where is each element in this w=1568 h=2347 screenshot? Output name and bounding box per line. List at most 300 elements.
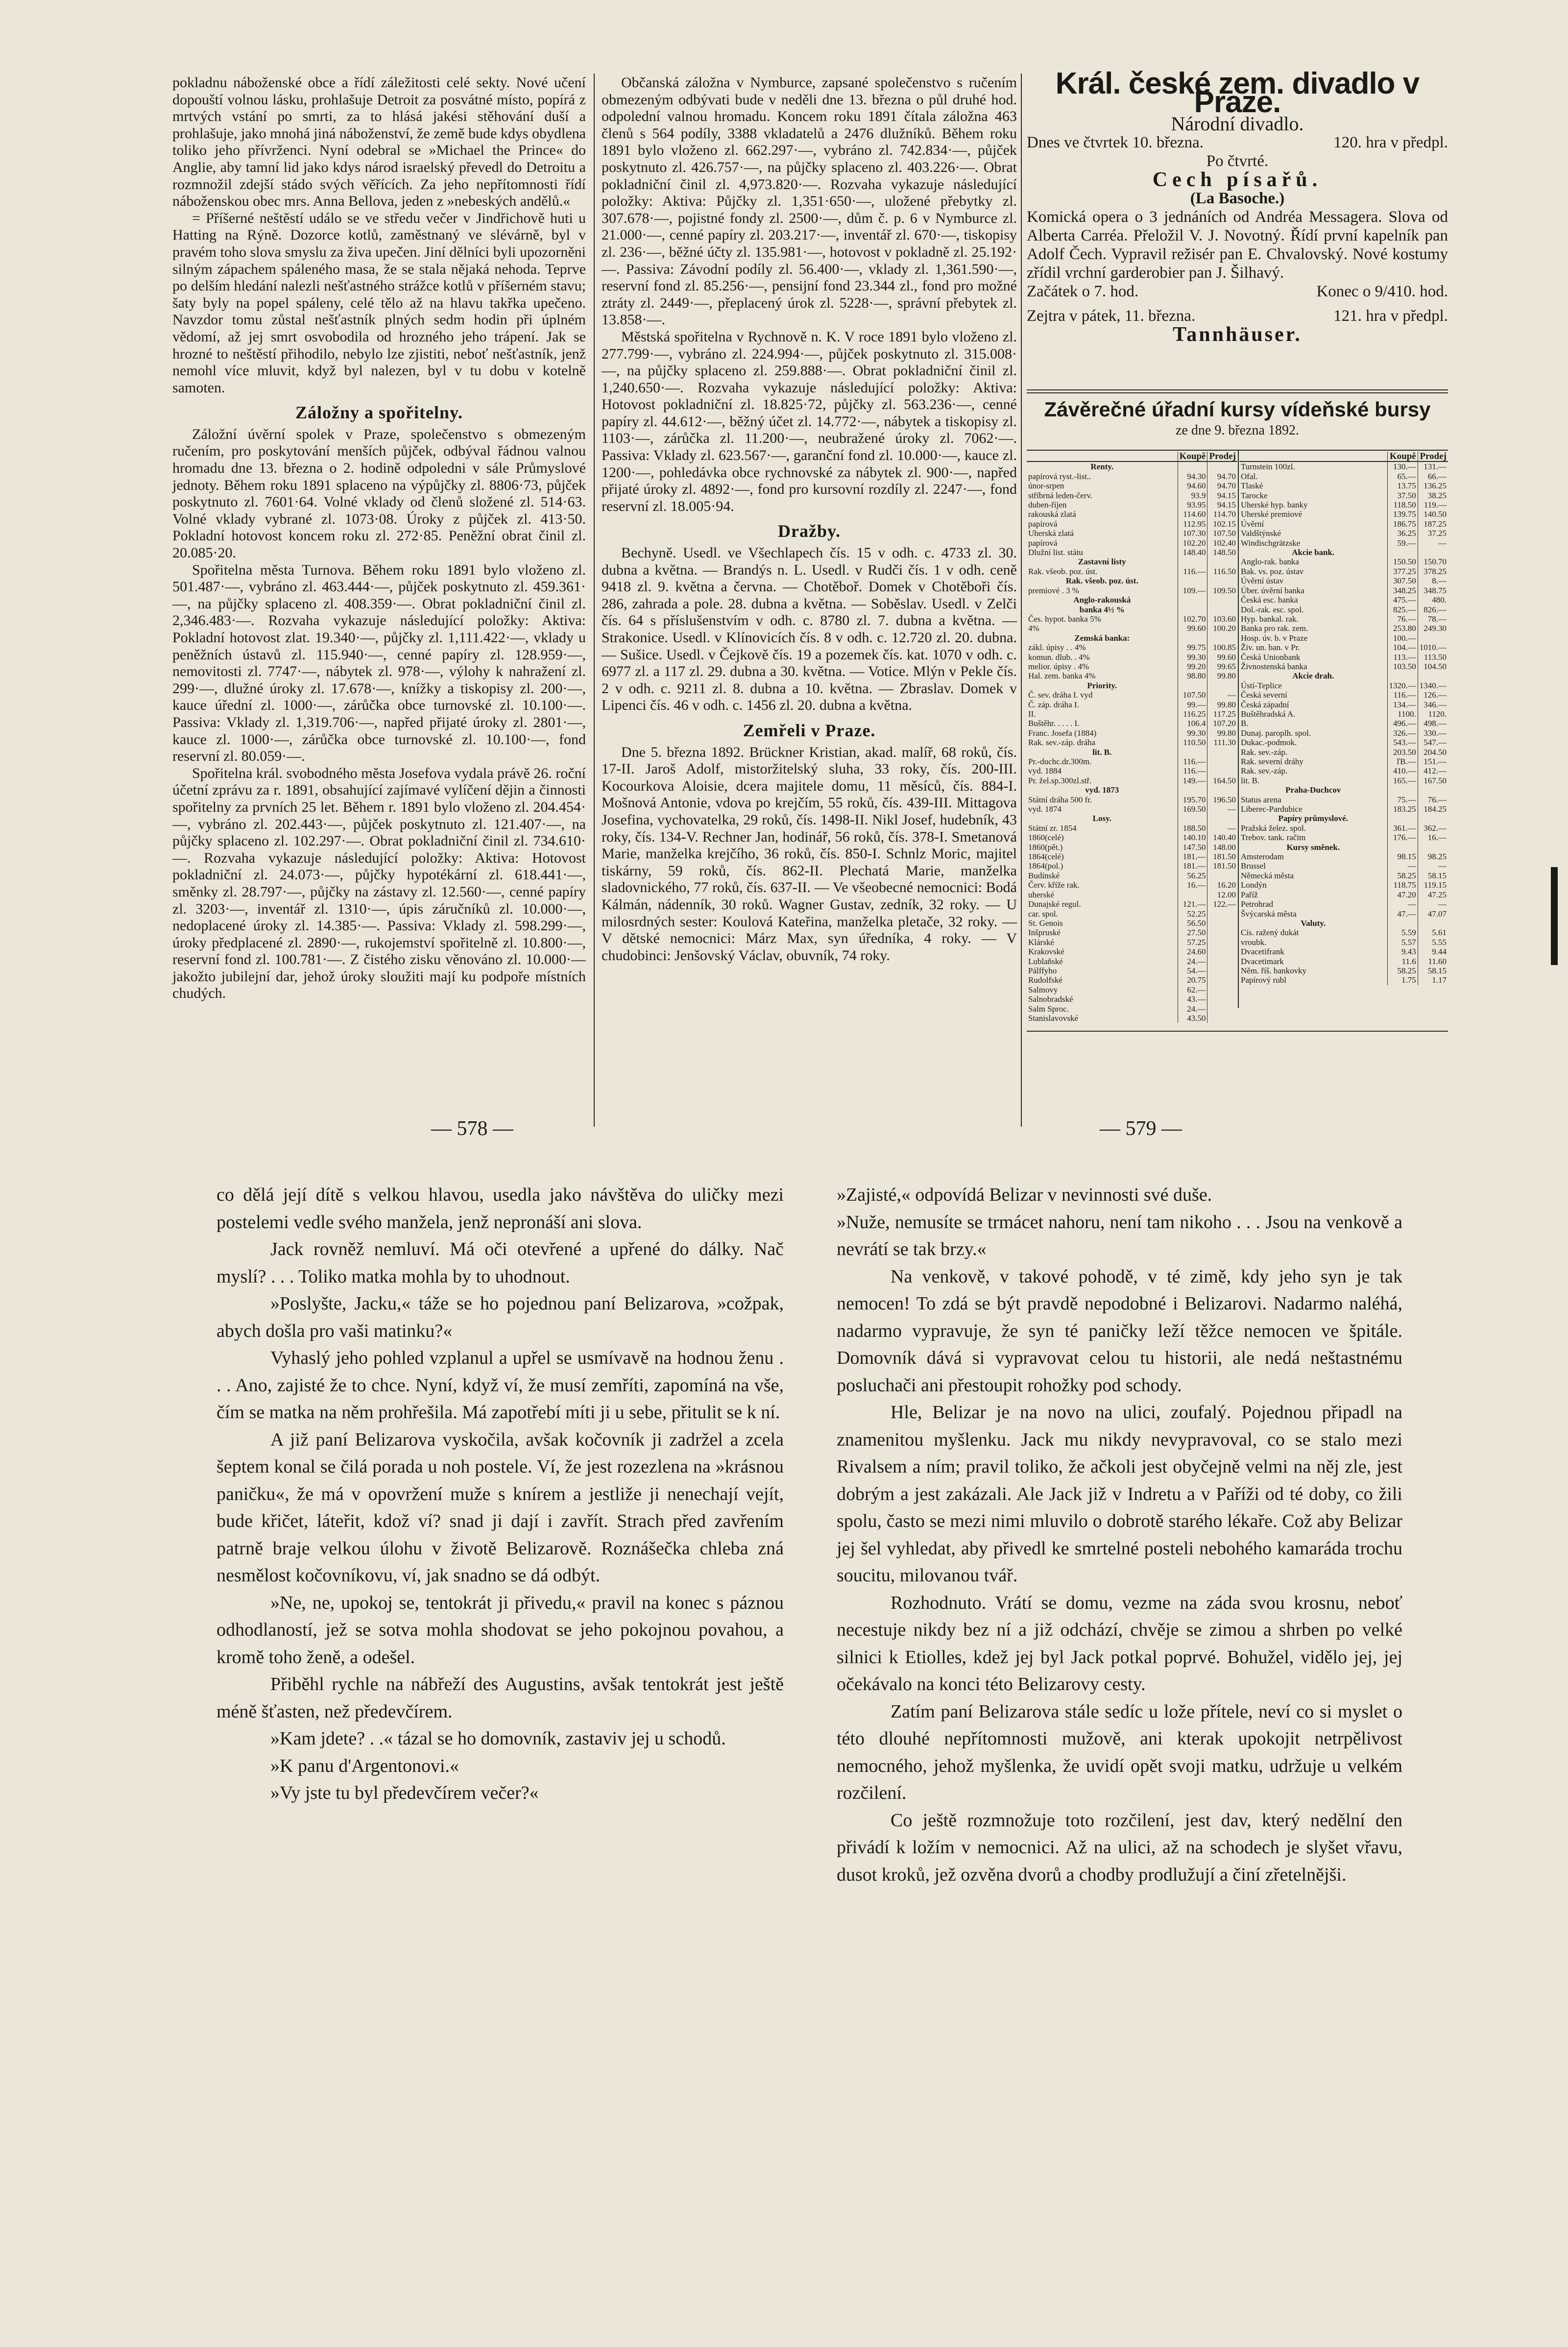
exchange-row-buy: 116.— bbox=[1387, 690, 1418, 700]
exchange-row-buy: 5.57 bbox=[1387, 938, 1418, 947]
exchange-row-label: Pr.-duchc.dr.300m. bbox=[1028, 757, 1092, 766]
exchange-row-sell: — bbox=[1418, 538, 1448, 548]
exchange-row-buy: 99.30 bbox=[1178, 728, 1207, 738]
exchange-row-label: Hyp. bankal. rak. bbox=[1241, 614, 1299, 624]
exchange-row-sell: 100.85 bbox=[1207, 643, 1237, 652]
exchange-row-sell bbox=[1207, 871, 1237, 880]
exchange-row bbox=[1027, 461, 1237, 471]
exchange-row bbox=[1027, 1004, 1237, 1014]
exchange-row-buy: 11.6 bbox=[1387, 957, 1418, 966]
time-line bbox=[1027, 282, 1448, 301]
exchange-row bbox=[1239, 795, 1448, 804]
exchange-row-buy bbox=[1178, 633, 1207, 643]
exchange-title: Závěrečné úřadní kursy vídeňské bursy bbox=[1044, 398, 1431, 421]
exchange-row-sell: 547.— bbox=[1418, 738, 1448, 747]
exchange-row-label: Česká západní bbox=[1241, 700, 1289, 709]
exchange-row-label: Čes. hypot. banka 5% bbox=[1028, 614, 1101, 624]
table-divider bbox=[1238, 450, 1239, 1008]
exchange-row-buy: 98.15 bbox=[1387, 852, 1418, 861]
story-paragraph: Vyhaslý jeho pohled vzplanul a upřel se usmívavě na hodnou ženu . . . Ano, zajisté že to chce. Nyní, když ví, že musí zemříti, zapomíná na vše, čím se matka na něm prohřešila. Má zapotřebí míti ji u sebe, přitulit se k ní. bbox=[217, 1348, 784, 1423]
exchange-row bbox=[1027, 643, 1237, 652]
exchange-row-buy: 99.— bbox=[1178, 700, 1207, 709]
exchange-row-buy bbox=[1178, 681, 1207, 690]
exchange-row-label: Windischgrätzske bbox=[1241, 538, 1301, 548]
exchange-row-label: Tarocke bbox=[1241, 490, 1268, 500]
exchange-row bbox=[1027, 576, 1237, 585]
exchange-row-sell: 1.17 bbox=[1418, 975, 1448, 985]
exchange-row-buy: 103.50 bbox=[1387, 662, 1418, 671]
exchange-row-sell: 131.— bbox=[1418, 461, 1448, 471]
exchange-row bbox=[1239, 852, 1448, 861]
exchange-row-label: papírová bbox=[1028, 538, 1058, 548]
exchange-row-buy: 377.25 bbox=[1387, 567, 1418, 576]
exchange-row-sell: 38.25 bbox=[1418, 491, 1448, 500]
exchange-row-buy: 203.50 bbox=[1387, 748, 1418, 757]
left-column bbox=[172, 74, 586, 1182]
exchange-row bbox=[1027, 843, 1237, 852]
exchange-row bbox=[1027, 500, 1237, 509]
exchange-row-label: Tlaské bbox=[1241, 481, 1263, 491]
exchange-row bbox=[1239, 481, 1448, 490]
exchange-row-label: rakouská zlatá bbox=[1028, 509, 1076, 519]
exchange-row-buy: 181.— bbox=[1178, 861, 1207, 871]
exchange-row-label: Banka pro rak. zem. bbox=[1241, 624, 1308, 633]
exchange-row-sell bbox=[1207, 966, 1237, 975]
exchange-row-sell: 107.20 bbox=[1207, 719, 1237, 728]
exchange-row bbox=[1239, 567, 1448, 576]
exchange-row-buy: 253.80 bbox=[1387, 624, 1418, 633]
exchange-row-sell: 76.— bbox=[1418, 795, 1448, 804]
exchange-row-label: Dukac.-podmok. bbox=[1241, 738, 1297, 748]
exchange-row bbox=[1239, 662, 1448, 671]
exchange-row-sell: 346.— bbox=[1418, 700, 1448, 709]
exchange-row-buy bbox=[1387, 785, 1418, 795]
exchange-row-sell: 99.80 bbox=[1207, 700, 1237, 709]
exchange-row-sell: 107.50 bbox=[1207, 529, 1237, 538]
exchange-row-sell: 16.— bbox=[1418, 833, 1448, 842]
exchange-row-buy: 94.60 bbox=[1178, 481, 1207, 490]
exchange-table-right bbox=[1239, 452, 1448, 1030]
exchange-row-label: lit. B. bbox=[1092, 747, 1112, 757]
exchange-row bbox=[1239, 690, 1448, 700]
savings-paragraph: Spořitelna města Turnova. Během roku 1891 bylo vloženo zl. 501.487·—, vybráno zl. 463.444·—, půjček poskytnuto zl. 459.361·—, na půjčky splaceno zl. 408.359·—. Obrat pokladniční činil zl. 2,346.483·—. Rozvaha vykazuje následující položky: Aktiva: Pokladní hotovost zlat. 19.340·—, půjčky zl. 1,111.422·—, vklady u peněžních ústavů zl. 115.940·—, cenné papíry zl. 128.959·—, nemovitosti zl. 7747·—, nábytek zl. 978·—, výlohy k nahražení zl. 299·—, dlužné úroky zl. 17.678·—, knížky a tiskopisy zl. 200·—, kauce úřední zl. 1000·—, zárůčka obce turnovské zl. 10.100·—. Passiva: Vklady zl. 1,319.706·—, napřed přijaté úroky zl. 2801·—, kauce zl. 1000·—, zárůčka obce turnovské zl. 10.100·—, fond reservní zl. 80.059·—. bbox=[172, 561, 586, 765]
exchange-row-sell: 94.15 bbox=[1207, 500, 1237, 509]
exchange-row-sell bbox=[1207, 595, 1237, 605]
exchange-row-label: Trebov. tank. račim bbox=[1241, 833, 1306, 843]
exchange-row-buy: 116.— bbox=[1178, 567, 1207, 576]
exchange-row-sell: 181.50 bbox=[1207, 852, 1237, 861]
exchange-row-buy bbox=[1178, 814, 1207, 823]
exchange-row-label: Úvěrní ústav bbox=[1241, 576, 1284, 586]
exchange-row-buy: 410.— bbox=[1387, 766, 1418, 775]
exchange-row bbox=[1027, 529, 1237, 538]
column-header-sell: Prodej bbox=[1418, 452, 1448, 461]
exchange-row-label: vyd. 1873 bbox=[1085, 785, 1119, 795]
exchange-row-label: Rak. všeob. poz. úst. bbox=[1028, 566, 1098, 576]
exchange-row-label: Papíry průmyslové. bbox=[1278, 814, 1349, 823]
exchange-row-label: Krakovské bbox=[1028, 947, 1064, 957]
exchange-row-label: Pálffyho bbox=[1028, 966, 1057, 975]
exchange-row-buy: 27.50 bbox=[1178, 928, 1207, 937]
exchange-row-sell: — bbox=[1207, 690, 1237, 700]
column-header-name bbox=[1027, 452, 1178, 461]
exchange-row-buy: 62.— bbox=[1178, 985, 1207, 994]
exchange-row-sell bbox=[1207, 985, 1237, 994]
exchange-row-sell bbox=[1207, 1004, 1237, 1014]
exchange-row bbox=[1027, 785, 1237, 795]
savings-paragraph: Záložní úvěrní spolek v Praze, společenstvo s obmezeným ručením, pro poskytování menších půjček, odbýval řádnou valnou hromadu dne 13. března o 2. hodině odpoledni v sále Průmyslové jednoty. Během roku 1891 splaceno na výpůjčky zl. 8806·73, půjček poskytnuto zl. 7601·64. Volné vklady od členů složené zl. 514·63. Volné vklady vybrané zl. 1073·08. Úroky z půjček zl. 413·50. Pokladní hotovost koncem roku zl. 272·85. Peněžní obrat činil zl. 20.085·20. bbox=[172, 426, 586, 561]
exchange-row-buy: 348.25 bbox=[1387, 586, 1418, 595]
exchange-row-sell: 151.— bbox=[1418, 757, 1448, 766]
exchange-row-label: Zemská banka: bbox=[1074, 633, 1130, 643]
exchange-row-buy: 43.— bbox=[1178, 994, 1207, 1004]
exchange-row-sell bbox=[1207, 814, 1237, 823]
exchange-row-sell: 196.50 bbox=[1207, 795, 1237, 804]
exchange-row bbox=[1239, 671, 1448, 680]
exchange-row bbox=[1027, 1014, 1237, 1023]
theatre-title: Král. české zem. divadlo v Praze. bbox=[1055, 67, 1420, 119]
exchange-row-buy: 75.— bbox=[1387, 795, 1418, 804]
exchange-row-sell: 5.61 bbox=[1418, 928, 1448, 937]
exchange-row-buy: 165.— bbox=[1387, 776, 1418, 785]
exchange-row-label: Londýn bbox=[1241, 880, 1267, 890]
exchange-row-label: Kursy směnek. bbox=[1286, 842, 1340, 852]
exchange-row-label: uherské bbox=[1028, 890, 1054, 899]
exchange-row-label: Turnstein 100zl. bbox=[1241, 462, 1295, 472]
exchange-row-label: Německá města bbox=[1241, 871, 1294, 880]
exchange-row-sell: 204.50 bbox=[1418, 748, 1448, 757]
exchange-row bbox=[1239, 557, 1448, 566]
exchange-row-buy: 107.50 bbox=[1178, 690, 1207, 700]
exchange-row-label: Buštěhradská A. bbox=[1241, 709, 1296, 719]
exchange-row-sell: — bbox=[1207, 823, 1237, 833]
exchange-row-buy: 56.50 bbox=[1178, 919, 1207, 928]
play-title: Cech písařů. bbox=[1152, 169, 1323, 191]
exchange-row-buy: 93.9 bbox=[1178, 491, 1207, 500]
exchange-row-sell: 119.15 bbox=[1418, 880, 1448, 890]
auctions-paragraph: Bechyně. Usedl. ve Všechlapech čís. 15 v odh. c. 4733 zl. 30. dubna a května. — Brandýs n. L. Usedl. v Rudči čís. 1 v odh. ceně 9418 zl. 9. května a června. — Chotěboř. Domek v Chotěboři čís. 286, zahrada a pole. 28. dubna a května. — Soběslav. Usedl. v Zelči čís. 64 s příslušenstvím v odh. c. 8780 zl. 7. dubna a května. — Strakonice. Usedl. v Klínovicích čís. 8 v odh. c. 12.720 zl. 20. dubna. — Sušice. Usedl. v Čejkově čís. 19 a pozemek čís. kat. 1070 v odh. c. 6977 zl. a 117 zl. 29. dubna a 30. května. — Votice. Mlýn v Pekle čís. 2 v odh. c. 9211 zl. 8. dubna a 10. května. — Zbraslav. Domek v Lipenci čís. 46 v odh. c. 1456 zl. 20. dubna a května. bbox=[602, 545, 1017, 714]
exchange-row-buy: 57.25 bbox=[1178, 938, 1207, 947]
exchange-row-sell bbox=[1207, 748, 1237, 757]
exchange-row-sell: 249.30 bbox=[1418, 624, 1448, 633]
theatre-subtitle: Národní divadlo. bbox=[1171, 113, 1304, 135]
exchange-row-sell bbox=[1207, 461, 1237, 471]
exchange-row-buy: 326.— bbox=[1387, 728, 1418, 738]
exchange-row-buy: 181.— bbox=[1178, 852, 1207, 861]
exchange-row-sell: 66.— bbox=[1418, 472, 1448, 481]
exchange-row-sell: 140.50 bbox=[1418, 509, 1448, 519]
column-divider bbox=[1021, 73, 1022, 1127]
exchange-row-buy: 140.10 bbox=[1178, 833, 1207, 842]
exchange-row bbox=[1239, 538, 1448, 548]
exchange-row-label: Rak. sev.-záp. bbox=[1241, 747, 1288, 757]
exchange-row bbox=[1239, 738, 1448, 747]
story-paragraph: »K panu d'Argentonovi.« bbox=[270, 1755, 459, 1776]
exchange-row-buy: 113.— bbox=[1387, 653, 1418, 662]
exchange-row-sell: 1340.— bbox=[1418, 681, 1448, 690]
exchange-row-sell bbox=[1207, 909, 1237, 919]
exchange-row-label: Liberec-Pardubice bbox=[1241, 804, 1303, 814]
exchange-row-label: Valdštýnské bbox=[1241, 529, 1281, 538]
exchange-row-label: Losy. bbox=[1092, 814, 1111, 823]
exchange-row-label: Lublaňské bbox=[1028, 956, 1063, 966]
exchange-row-buy: 475.— bbox=[1387, 595, 1418, 605]
exchange-row-sell: 99.65 bbox=[1207, 662, 1237, 671]
exchange-row-label: Dol.-rak. esc. spol. bbox=[1241, 605, 1304, 614]
exchange-row-sell: 78.— bbox=[1418, 614, 1448, 624]
exchange-row-sell: 47.07 bbox=[1418, 909, 1448, 919]
exchange-row-buy: 149.— bbox=[1178, 776, 1207, 785]
tomorrow-performance: 121. hra v předpl. bbox=[1333, 307, 1448, 325]
exchange-row-label: Salmovy bbox=[1028, 985, 1058, 994]
date-line-left: Dnes ve čtvrtek 10. března. bbox=[1027, 134, 1204, 151]
story-paragraph: »Vy jste tu byl předevčírem večer?« bbox=[270, 1783, 539, 1803]
page-number-left: — 578 — bbox=[431, 1117, 513, 1140]
exchange-row-sell bbox=[1207, 681, 1237, 690]
exchange-row-label: Rak. severní dráhy bbox=[1241, 757, 1303, 766]
exchange-row-sell: 102.15 bbox=[1207, 519, 1237, 529]
exchange-row-buy bbox=[1387, 843, 1418, 852]
exchange-row-sell bbox=[1207, 975, 1237, 985]
exchange-row bbox=[1027, 861, 1237, 871]
exchange-row bbox=[1027, 890, 1237, 899]
exchange-row-label: stříbrná leden-červ. bbox=[1028, 490, 1093, 500]
exchange-row-label: Česká severní bbox=[1241, 690, 1287, 700]
exchange-row-buy: 121.— bbox=[1178, 899, 1207, 909]
exchange-row-label: Živnostenská banka bbox=[1241, 661, 1307, 671]
exchange-row bbox=[1027, 909, 1237, 919]
exchange-row-sell: 94.70 bbox=[1207, 481, 1237, 490]
exchange-row bbox=[1239, 938, 1448, 947]
exchange-row bbox=[1027, 681, 1237, 690]
exchange-row-sell: 117.25 bbox=[1207, 709, 1237, 719]
exchange-row-label: Hal. zem. banka 4% bbox=[1028, 671, 1096, 681]
exchange-row bbox=[1239, 919, 1448, 928]
exchange-row-buy: 102.70 bbox=[1178, 614, 1207, 624]
exchange-row-sell: 122.— bbox=[1207, 899, 1237, 909]
exchange-row-label: papírová bbox=[1028, 519, 1058, 529]
exchange-row bbox=[1239, 719, 1448, 728]
exchange-row-buy: 109.— bbox=[1178, 586, 1207, 595]
exchange-row bbox=[1027, 804, 1237, 814]
exchange-row-buy bbox=[1178, 576, 1207, 585]
exchange-row-buy: 543.— bbox=[1387, 738, 1418, 747]
exchange-row-buy bbox=[1178, 890, 1207, 899]
exchange-row-label: Status arena bbox=[1241, 795, 1281, 804]
exchange-row-label: Franc. Josefa (1884) bbox=[1028, 728, 1097, 738]
exchange-row-buy bbox=[1387, 548, 1418, 557]
story-paragraph: »Kam jdete? . .« tázal se ho domovník, zastaviv jej u schodů. bbox=[270, 1728, 726, 1749]
exchange-row-label: Česká esc. banka bbox=[1241, 595, 1298, 605]
exchange-row-sell: 826.— bbox=[1418, 605, 1448, 614]
exchange-row-buy: 147.50 bbox=[1178, 843, 1207, 852]
exchange-row-buy: 99.30 bbox=[1178, 653, 1207, 662]
exchange-row-label: Živ. un. ban. v Pr. bbox=[1241, 643, 1300, 653]
column-header-sell: Prodej bbox=[1207, 452, 1237, 461]
exchange-row-sell: 140.40 bbox=[1207, 833, 1237, 842]
exchange-row bbox=[1027, 472, 1237, 481]
exchange-row-label: Pr. žel.sp.300zl.stř. bbox=[1028, 775, 1092, 785]
exchange-row bbox=[1239, 586, 1448, 595]
exchange-row-sell bbox=[1418, 785, 1448, 795]
exchange-row bbox=[1027, 481, 1237, 490]
exchange-row-buy: 99.20 bbox=[1178, 662, 1207, 671]
exchange-row-label: car. spol. bbox=[1028, 909, 1058, 919]
exchange-row bbox=[1239, 700, 1448, 709]
exchange-row-buy: 76.— bbox=[1387, 614, 1418, 624]
exchange-row-buy: 110.50 bbox=[1178, 738, 1207, 747]
exchange-row-label: Hosp. úv. b. v Praze bbox=[1241, 633, 1308, 643]
exchange-row-sell bbox=[1418, 671, 1448, 680]
exchange-row-label: Anglo-rakouská bbox=[1073, 595, 1131, 605]
exchange-row bbox=[1027, 509, 1237, 519]
exchange-row bbox=[1027, 899, 1237, 909]
exchange-row bbox=[1027, 709, 1237, 719]
exchange-row-sell: 119.— bbox=[1418, 500, 1448, 509]
exchange-row bbox=[1239, 709, 1448, 719]
exchange-row bbox=[1239, 823, 1448, 833]
exchange-row-sell: 16.20 bbox=[1207, 880, 1237, 890]
exchange-row-buy: 188.50 bbox=[1178, 823, 1207, 833]
exchange-row-buy: 94.30 bbox=[1178, 472, 1207, 481]
exchange-row-sell: 114.70 bbox=[1207, 509, 1237, 519]
exchange-row-label: Akcie drah. bbox=[1292, 671, 1334, 681]
exchange-row bbox=[1027, 671, 1237, 680]
exchange-row-label: II. bbox=[1028, 709, 1036, 719]
auctions-heading: Dražby. bbox=[778, 521, 841, 541]
exchange-row-sell bbox=[1418, 814, 1448, 823]
exchange-row bbox=[1027, 776, 1237, 785]
exchange-row bbox=[1239, 643, 1448, 652]
exchange-row-sell bbox=[1207, 576, 1237, 585]
exchange-row-buy: 134.— bbox=[1387, 700, 1418, 709]
exchange-row-label: Uherské hyp. banky bbox=[1241, 500, 1308, 510]
play-original-title: (La Basoche.) bbox=[1190, 190, 1285, 207]
exchange-row-buy: 139.75 bbox=[1387, 509, 1418, 519]
exchange-row bbox=[1027, 757, 1237, 766]
exchange-row bbox=[1027, 814, 1237, 823]
date-line-right: 120. hra v předpl. bbox=[1333, 134, 1448, 151]
exchange-row bbox=[1239, 595, 1448, 605]
exchange-row bbox=[1239, 975, 1448, 985]
exchange-row-buy: 112.95 bbox=[1178, 519, 1207, 529]
exchange-row-sell: 148.50 bbox=[1207, 548, 1237, 557]
exchange-row-sell bbox=[1418, 548, 1448, 557]
exchange-row bbox=[1027, 633, 1237, 643]
exchange-row-buy: 20.75 bbox=[1178, 975, 1207, 985]
exchange-row-buy: 24.— bbox=[1178, 1004, 1207, 1014]
exchange-row-buy bbox=[1178, 605, 1207, 614]
exchange-row-sell bbox=[1207, 785, 1237, 795]
exchange-row-buy: 56.25 bbox=[1178, 871, 1207, 880]
exchange-row-buy: 98.80 bbox=[1178, 671, 1207, 680]
savings-paragraph: Občanská záložna v Nymburce, zapsané společenstvo s ručením obmezeným odbývati bude v neděli dne 13. března o půl druhé hod. odpolední valnou hromadu. Koncem roku 1891 čítala záložna 463 členů s 564 podíly, 3388 vkladatelů a 2476 dlužníků. Během roku 1891 bylo vloženo zl. 662.297·—, vybráno zl. 742.834·—, půjček poskytnuto zl. 426.757·—, na půjčky splaceno zl. 403.226·—. Obrat pokladniční činil zl. 4,973.820·—. Rozvaha vykazuje následující položky: Aktiva: Půjčky zl. 1,351·650·—, uložené přebytky zl. 307.678·—, pojistné fondy zl. 2500·—, dům č. p. 6 v Nymburce zl. 21.000·—, cenné papíry zl. 203.217·—, inventář zl. 670·—, tiskopisy zl. 236·—, běžné účty zl. 135.981·—, hotovost v pokladně zl. 25.192·—. Passiva: Závodní podíly zl. 56.400·—, vklady zl. 1,361.590·—, reservní fond zl. 85.256·—, pensijní fond 23.344 zl., fond pro možné ztráty zl. 2449·—, přeplacený úrok zl. 5228·—, správní přebytek zl. 13.858·—. bbox=[602, 74, 1017, 328]
exchange-row-buy: 361.— bbox=[1387, 823, 1418, 833]
exchange-row-buy: 118.75 bbox=[1387, 880, 1418, 890]
deaths-heading: Zemřeli v Praze. bbox=[743, 720, 876, 740]
exchange-row-label: Dunaj. paroplh. spol. bbox=[1241, 728, 1311, 738]
exchange-row bbox=[1239, 814, 1448, 823]
exchange-row-sell: 37.25 bbox=[1418, 529, 1448, 538]
story-paragraph: Hle, Belizar je na novo na ulici, zoufalý. Pojednou připadl na znamenitou myšlenku. Jack mu nikdy nevypravoval, co se stalo mezi Rivalsem a ním; pravil toliko, že ačkoli jest obyčejně velmi na něj zle, jest dobrým a jest zakázali. Ale Jack již v Indretu a v Paříži od té doby, co žili spolu, často se mezi nimi mluvilo o dobrotě starého lékaře. Což aby Belizar jej šel vyhledat, aby přivedl ke smrtelné posteli nebohého kamaráda trochu soucitu, milovanou tvář. bbox=[837, 1402, 1402, 1586]
exchange-row-sell: 9.44 bbox=[1418, 947, 1448, 956]
exchange-row bbox=[1239, 957, 1448, 966]
exchange-row bbox=[1239, 785, 1448, 795]
exchange-row-label: Uherské premiové bbox=[1241, 509, 1303, 519]
exchange-row bbox=[1027, 567, 1237, 576]
column-header-name bbox=[1239, 452, 1387, 461]
subscription-note: Po čtvrté. bbox=[1206, 152, 1269, 170]
exchange-row-sell: 111.30 bbox=[1207, 738, 1237, 747]
exchange-row bbox=[1239, 871, 1448, 880]
exchange-row-buy: 102.20 bbox=[1178, 538, 1207, 548]
exchange-row-sell: — bbox=[1418, 899, 1448, 909]
story-paragraph: Zatím paní Belizarova stále sedíc u lože přítele, neví co si myslet o této dlouhé nepřítomnosti mužově, ani kterak upokojit netrpělivost nemocného, jehož myšlenka, že uvidí opět svoji matku, udržuje u velkém rozčilení. bbox=[837, 1701, 1402, 1803]
exchange-row-buy bbox=[1178, 595, 1207, 605]
exchange-row-buy: 100.— bbox=[1387, 633, 1418, 643]
scan-edge-mark bbox=[1551, 867, 1558, 965]
exchange-row bbox=[1239, 548, 1448, 557]
exchange-row-buy: 47.20 bbox=[1387, 890, 1418, 899]
exchange-row bbox=[1027, 491, 1237, 500]
exchange-row-label: Praha-Duchcov bbox=[1285, 785, 1341, 795]
exchange-row-buy: 169.50 bbox=[1178, 804, 1207, 814]
story-paragraph: Rozhodnuto. Vrátí se domu, vezme na záda svou krosnu, neboť necestuje nikdy bez ní a již odchází, chvěje se zimou a shrben po velké silnici k Etiolles, kdež jej byl Jack potkal poprvé. Bohužel, vidělo jej, jej očekávalo na konci této Belizarovy cesty. bbox=[837, 1592, 1402, 1694]
exchange-row-sell: 412.— bbox=[1418, 766, 1448, 775]
tomorrow-line bbox=[1027, 307, 1448, 325]
story-paragraph: »Ne, ne, upokoj se, tentokrát ji přivedu,« pravil na konec s páznou odhodlaností, jež se sotva mohla shodovat se jeho pokojnou povahou, a kromě toho ženě, a odešel. bbox=[217, 1592, 784, 1668]
exchange-row bbox=[1027, 947, 1237, 956]
story-paragraph: »Nuže, nemusíte se trmácet nahoru, není tam nikoho . . . Jsou na venkově a nevrátí se tak brzy.« bbox=[837, 1211, 1402, 1259]
exchange-row bbox=[1027, 919, 1237, 928]
exchange-row-label: Uherská zlatá bbox=[1028, 529, 1074, 538]
exchange-row-buy: 1320.— bbox=[1387, 681, 1418, 690]
exchange-row bbox=[1239, 861, 1448, 871]
accident-paragraph: = Příšerné neštěstí událo se ve středu večer v Jindřichově huti u Hatting na Rýně. Dozorce kotlů, zaměstnaný ve slévárně, byl v pravém toho slova smyslu za živa upečen. Jiní dělníci byli upozorněni silným zápachem spáleného masa, že se stala nějaká nehoda. Teprve po delším hledání nalezli nešťastného strážce kotlů v příšerném stavu; šaty byly na popel spáleny, celé tělo až na hlavu takřka upečeno. Navzdor tomu zůstal nešťastník plných sedm hodin při úplném vědomí, až jej smrt osvobodila od hrozného jeho trápení. Jak se hrozné to neštěstí přihodilo, nebylo lze zjistiti, neboť nešťastník, jenž nemohl více mluvit, když byl nalezen, byl v tu dobu v kotelně samoten. bbox=[172, 210, 586, 396]
exchange-row-sell: 99.80 bbox=[1207, 728, 1237, 738]
exchange-row-label: 1860(celé) bbox=[1028, 833, 1064, 843]
exchange-row-buy: 114.60 bbox=[1178, 509, 1207, 519]
exchange-row-buy: 59.— bbox=[1387, 538, 1418, 548]
exchange-row-buy: 47.— bbox=[1387, 909, 1418, 919]
exchange-row-label: 1860(pět.) bbox=[1028, 842, 1063, 852]
exchange-row-buy: 116.— bbox=[1178, 766, 1207, 775]
exchange-row-buy: 116.— bbox=[1178, 757, 1207, 766]
exchange-row bbox=[1027, 519, 1237, 529]
exchange-row-label: Renty. bbox=[1090, 462, 1114, 472]
exchange-row-buy bbox=[1178, 748, 1207, 757]
exchange-row-buy: 307.50 bbox=[1387, 576, 1418, 585]
savings-heading: Záložny a spořitelny. bbox=[295, 403, 463, 423]
column-header-buy: Koupě bbox=[1178, 452, 1207, 461]
exchange-row-buy bbox=[1387, 671, 1418, 680]
exchange-row bbox=[1027, 938, 1237, 947]
exchange-row bbox=[1027, 548, 1237, 557]
exchange-row-buy: 24.— bbox=[1178, 957, 1207, 966]
story-paragraph: Přiběhl rychle na nábřeží des Augustins, avšak tentokrát jest ještě méně šťasten, než předevčírem. bbox=[217, 1674, 784, 1722]
exchange-row bbox=[1239, 509, 1448, 519]
story-paragraph: »Zajisté,« odpovídá Belizar v nevinnosti své duše. bbox=[837, 1185, 1212, 1205]
exchange-row bbox=[1239, 653, 1448, 662]
exchange-row-label: Amsterodam bbox=[1241, 852, 1284, 862]
exchange-row-buy: 104.— bbox=[1387, 643, 1418, 652]
exchange-row-buy: — bbox=[1387, 861, 1418, 871]
exchange-row bbox=[1239, 966, 1448, 975]
exchange-row-sell: 99.80 bbox=[1207, 671, 1237, 680]
exchange-row-label: Něm. říš. bankovky bbox=[1241, 966, 1307, 975]
exchange-row-buy: 16.— bbox=[1178, 880, 1207, 890]
exchange-row bbox=[1239, 880, 1448, 890]
